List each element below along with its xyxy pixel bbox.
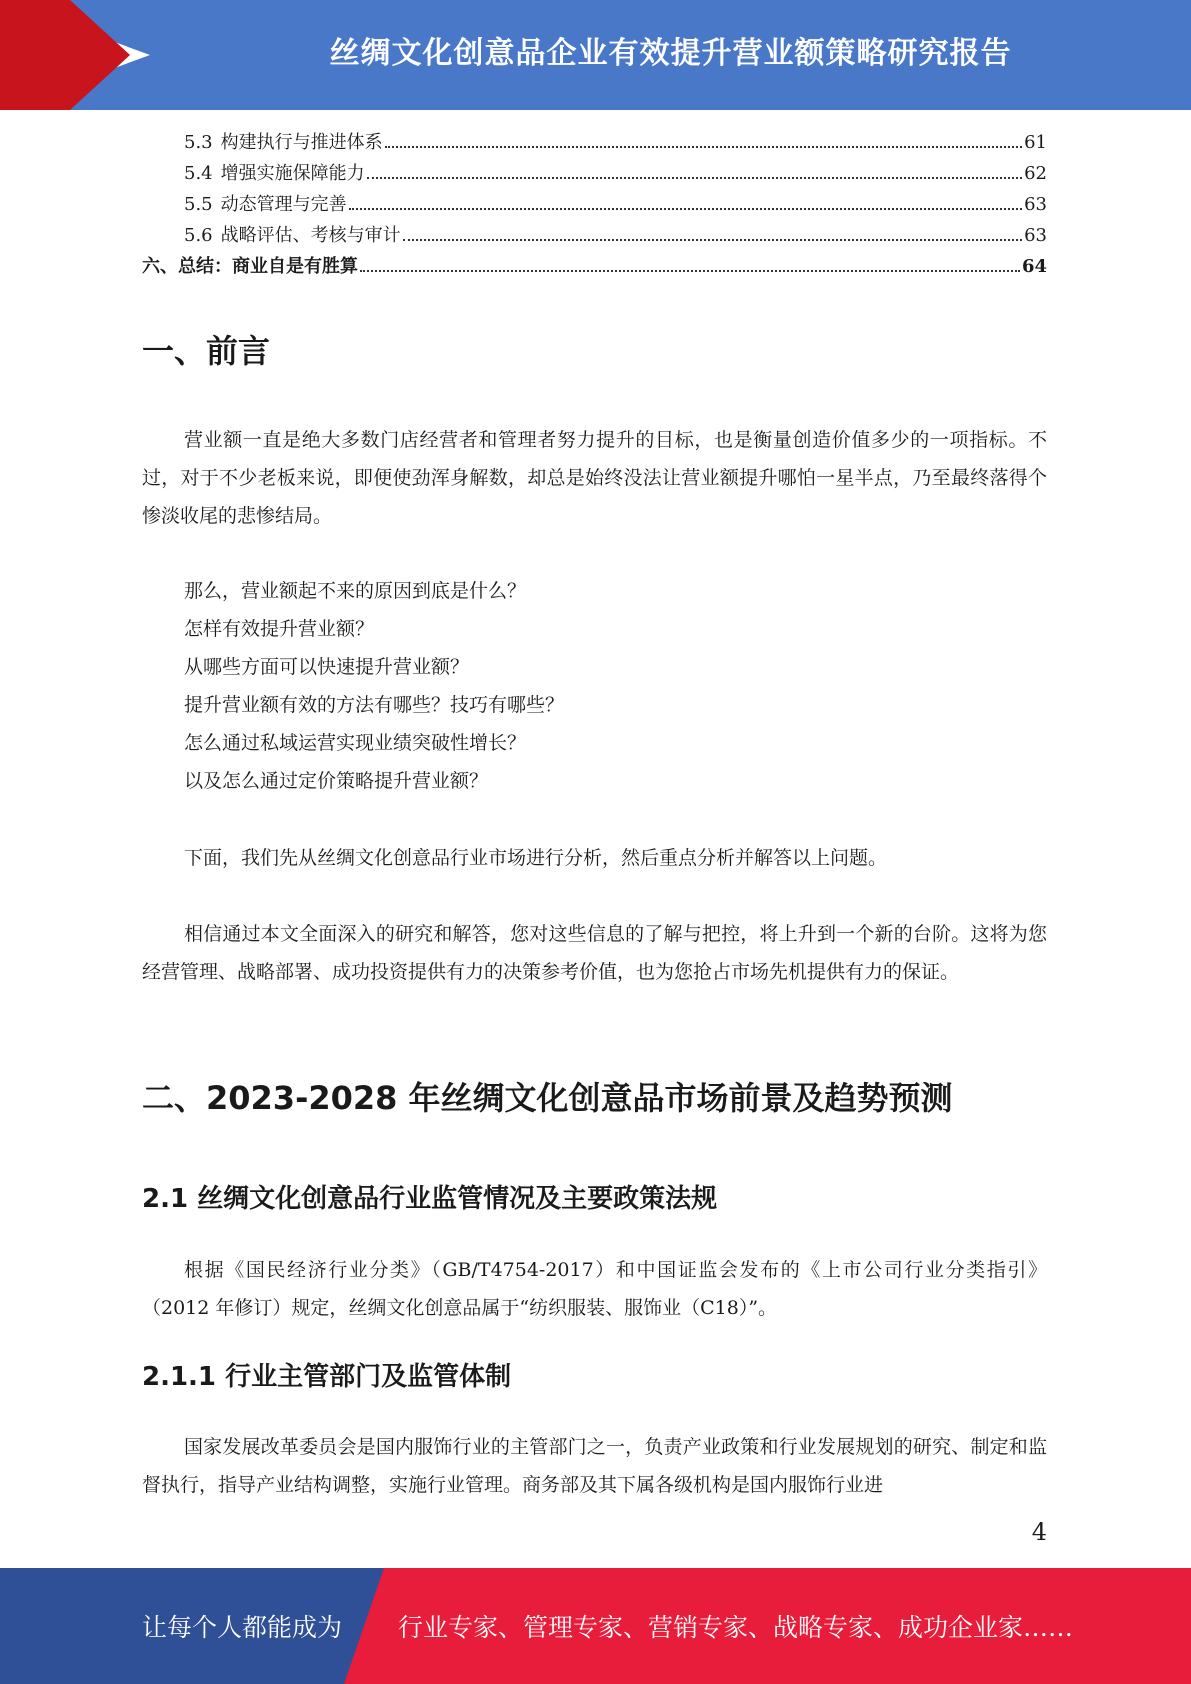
preface-paragraph-2: 下面，我们先从丝绸文化创意品行业市场进行分析，然后重点分析并解答以上问题。 xyxy=(184,847,888,869)
toc-entry[interactable] xyxy=(142,159,1047,190)
question-item: 从哪些方面可以快速提升营业额？ xyxy=(184,656,470,678)
toc-entry-chapter[interactable] xyxy=(142,252,1047,283)
preface-paragraph-1: 营业额一直是绝大多数门店经营者和管理者努力提升的目标，也是衡量创造价值多少的一项指标。不过，对于不少老板来说，即便使劲浑身解数，却总是始终没法让营业额提升哪怕一星半点，乃至最终落得个惨淡收尾的悲惨结局。 xyxy=(142,429,1047,527)
toc-entry[interactable] xyxy=(142,190,1047,221)
toc-leader-dots xyxy=(349,207,1022,210)
toc-entry[interactable] xyxy=(142,221,1047,252)
toc-entry-page: 63 xyxy=(1024,225,1047,246)
section-heading-preface: 一、前言 xyxy=(142,332,271,370)
toc-leader-dots xyxy=(403,238,1022,241)
toc-entry-label: 动态管理与完善 xyxy=(220,194,347,215)
toc-entry-label: 增强实施保障能力 xyxy=(220,163,365,184)
toc-entry-number: 5.3 xyxy=(184,132,213,153)
table-of-contents xyxy=(142,128,1047,283)
subsection-heading-regulation: 2.1 丝绸文化创意品行业监管情况及主要政策法规 xyxy=(142,1184,718,1214)
toc-entry-number: 5.6 xyxy=(184,225,213,246)
toc-entry-number: 5.4 xyxy=(184,163,213,184)
question-item: 那么，营业额起不来的原因到底是什么？ xyxy=(184,580,527,602)
report-title: 丝绸文化创意品企业有效提升营业额策略研究报告 xyxy=(329,36,1012,71)
toc-leader-dots xyxy=(385,145,1022,148)
question-item: 怎么通过私域运营实现业绩突破性增长？ xyxy=(184,732,527,754)
page-header xyxy=(0,0,1191,110)
question-item: 提升营业额有效的方法有哪些？技巧有哪些？ xyxy=(184,694,565,716)
question-item: 以及怎么通过定价策略提升营业额？ xyxy=(184,770,489,792)
regulation-paragraph: 根据《国民经济行业分类》（GB/T4754-2017）和中国证监会发布的《上市公司行业分类指引》（2012 年修订）规定，丝绸文化创意品属于“纺织服装、服饰业（C18）”。 xyxy=(142,1259,1047,1319)
page-footer xyxy=(0,1568,1191,1684)
authorities-paragraph: 国家发展改革委员会是国内服饰行业的主管部门之一，负责产业政策和行业发展规划的研究、制定和监督执行，指导产业结构调整，实施行业管理。商务部及其下属各级机构是国内服饰行业进 xyxy=(142,1436,1047,1496)
toc-leader-dots xyxy=(360,269,1020,272)
section-heading-market-outlook: 二、2023-2028 年丝绸文化创意品市场前景及趋势预测 xyxy=(142,1079,953,1117)
toc-entry[interactable] xyxy=(142,128,1047,159)
toc-entry-page: 63 xyxy=(1024,194,1047,215)
question-item: 怎样有效提升营业额？ xyxy=(184,618,375,640)
toc-leader-dots xyxy=(367,176,1022,179)
toc-entry-page: 62 xyxy=(1024,163,1047,184)
toc-entry-page: 61 xyxy=(1024,132,1047,153)
toc-entry-label: 六、总结：商业自是有胜算 xyxy=(142,256,358,277)
question-list xyxy=(184,572,564,800)
toc-entry-page: 64 xyxy=(1021,256,1047,277)
toc-entry-label: 战略评估、考核与审计 xyxy=(220,225,401,246)
toc-entry-label: 构建执行与推进体系 xyxy=(220,132,383,153)
footer-slogan-right: 行业专家、管理专家、营销专家、战略专家、成功企业家…… xyxy=(398,1613,1074,1642)
toc-entry-number: 5.5 xyxy=(184,194,213,215)
preface-paragraph-3: 相信通过本文全面深入的研究和解答，您对这些信息的了解与把控，将上升到一个新的台阶。这将为您经营管理、战略部署、成功投资提供有力的决策参考价值，也为您抢占市场先机提供有力的保证。 xyxy=(142,923,1047,983)
page-number: 4 xyxy=(1031,1518,1047,1546)
subsection-heading-authorities: 2.1.1 行业主管部门及监管体制 xyxy=(142,1362,512,1392)
footer-slogan-left: 让每个人都能成为 xyxy=(142,1613,343,1642)
